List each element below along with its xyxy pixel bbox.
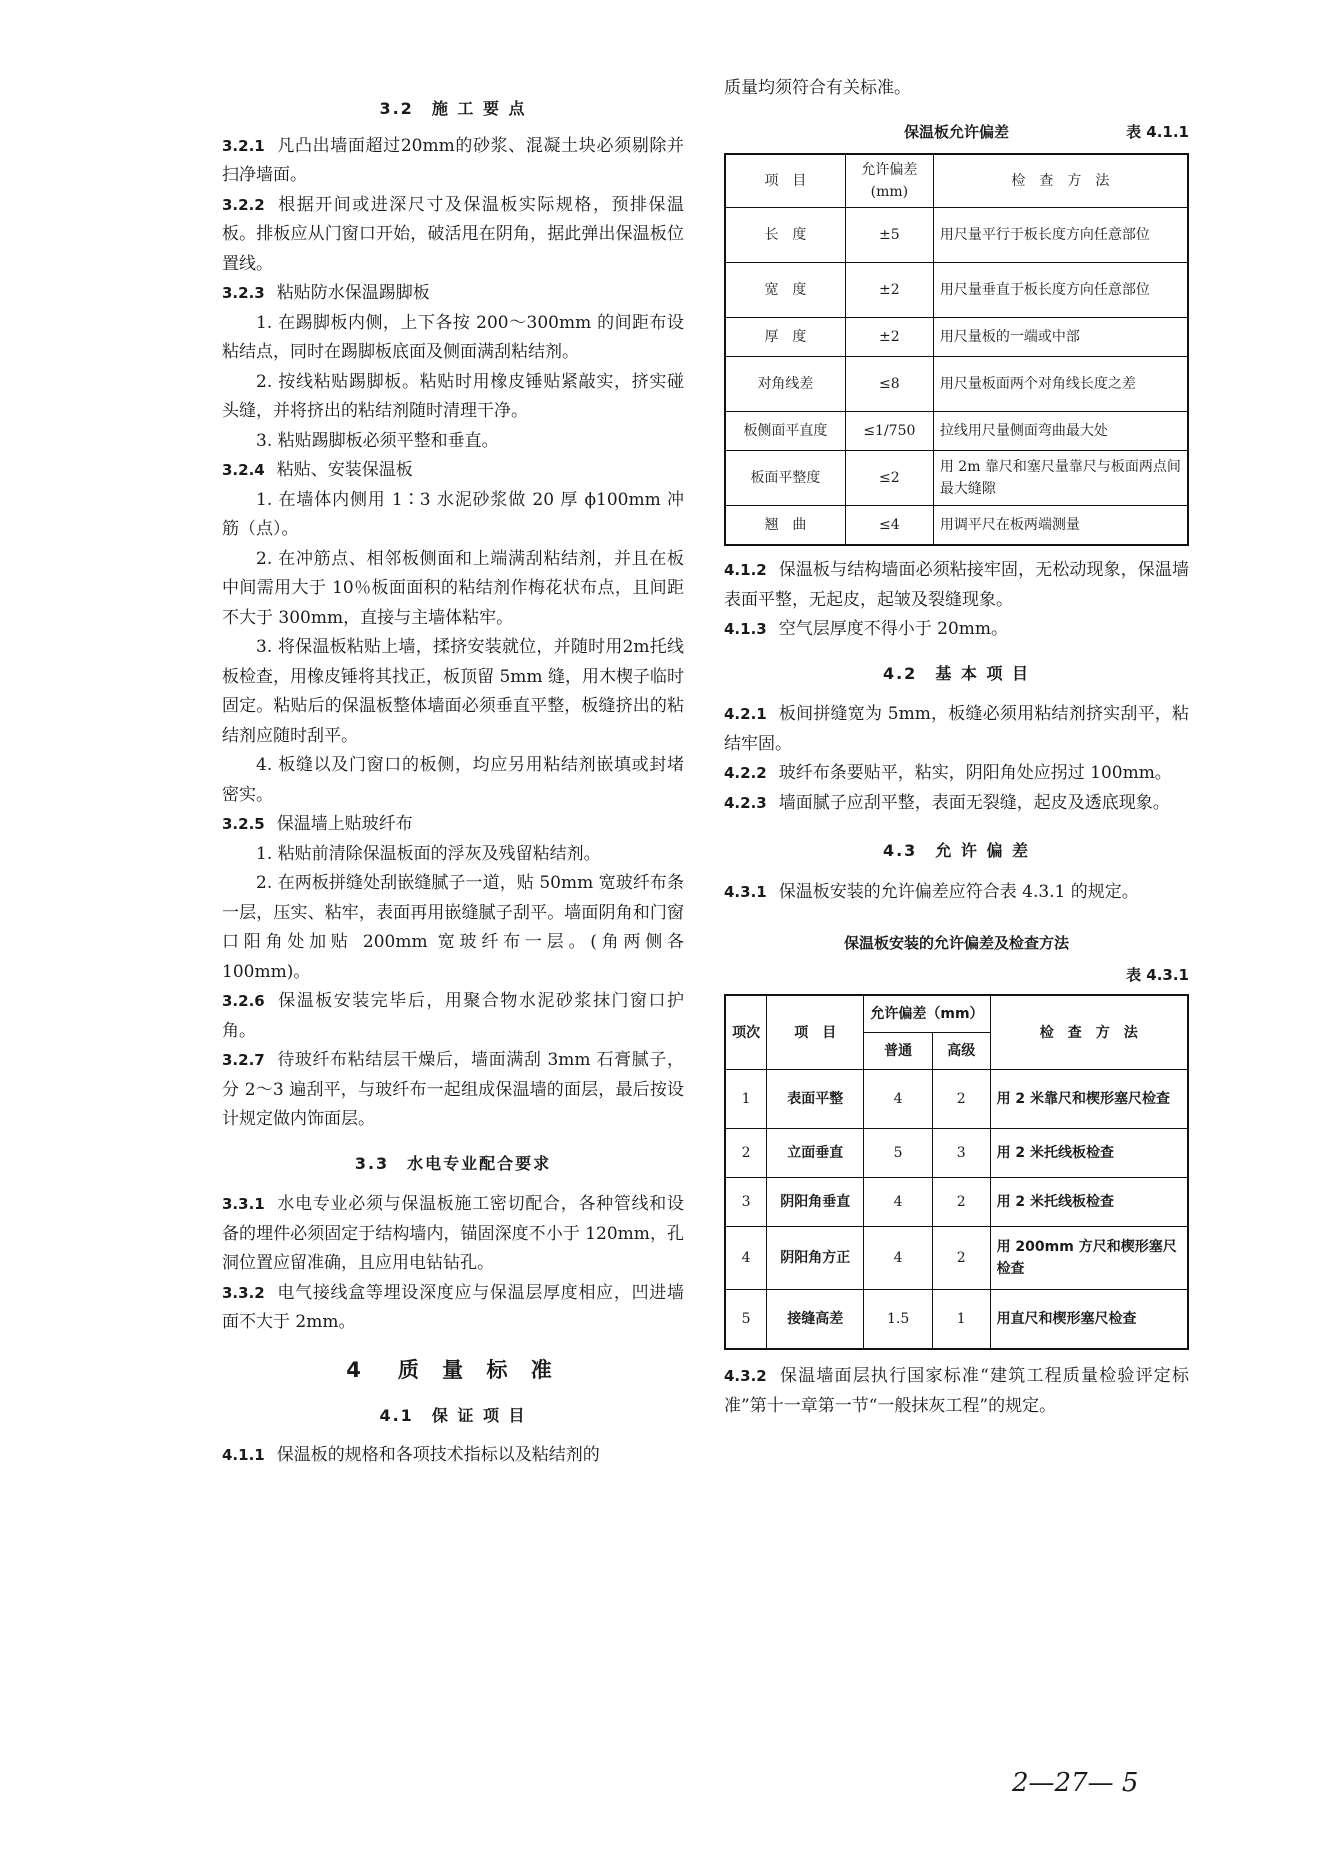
table-cell: 4 (864, 1227, 933, 1290)
table-cell: 用尺量板的一端或中部 (933, 318, 1188, 357)
table-header-row (725, 995, 1188, 1033)
section-title-4-2: 4.2 基 本 项 目 (882, 663, 1031, 683)
clause-3-2-4-item-1: 1. 在墙体内侧用 1∶3 水泥砂浆做 20 厚 ϕ100mm 冲筋（点）。 (222, 489, 684, 539)
clause-4-1-1-continued: 质量均须符合有关标准。 (724, 78, 911, 98)
table-row (725, 412, 1188, 451)
table-header-cell: 项 目 (767, 995, 864, 1070)
table-cell: 板面平整度 (725, 451, 845, 506)
table-4-1-1 (724, 153, 1189, 546)
table-4-3-1 (724, 994, 1189, 1350)
table-row (725, 1129, 1188, 1178)
clause-4-3-1: 4.3.1 保温板安装的允许偏差应符合表 4.3.1 的规定。 (724, 881, 1139, 902)
section-title-3-2: 3.2 施 工 要 点 (379, 99, 527, 118)
clause-3-2-3-item-1: 1. 在踢脚板内侧，上下各按 200～300mm 的间距布设粘结点，同时在踢脚板底面及侧面满刮粘结剂。 (222, 312, 684, 362)
table-cell: 对角线差 (725, 357, 845, 412)
table-cell: 3 (725, 1178, 767, 1227)
table-cell: 2 (725, 1129, 767, 1178)
table-header-cell: 高级 (932, 1033, 990, 1070)
table-header-cell: 普通 (864, 1033, 933, 1070)
table-header-cell: 检 查 方 法 (990, 995, 1188, 1070)
clause-3-2-4-item-3: 3. 将保温板粘贴上墙，揉挤安装就位，并随时用2m托线板检查，用橡皮锤将其找正，板顶留 5mm 缝，用木楔子临时固定。粘贴后的保温板整体墙面必须垂直平整，板缝挤出的粘结剂应随时刮平。 (222, 637, 684, 746)
clause-3-3-2: 3.3.2 电气接线盒等埋设深度应与保温层厚度相应，凹进墙面不大于 2mm。 (222, 1282, 684, 1332)
clause-3-2-4-item-2: 2. 在冲筋点、相邻板侧面和上端满刮粘结剂，并且在板中间需用大于 10％板面面积的粘结剂作梅花状布点，且间距不大于 300mm，直接与主墙体粘牢。 (222, 548, 684, 628)
clause-3-2-3-item-3: 3. 粘贴踢脚板必须平整和垂直。 (256, 430, 499, 451)
table-cell: 用尺量板面两个对角线长度之差 (933, 357, 1188, 412)
table-cell: 5 (864, 1129, 933, 1178)
table-cell: ≤8 (845, 357, 933, 412)
table-cell: 长 度 (725, 208, 845, 263)
table-header-row (725, 154, 1188, 208)
table-cell: 阴阳角方正 (767, 1227, 864, 1290)
clause-3-2-6: 3.2.6 保温板安装完毕后，用聚合物水泥砂浆抹门窗口护角。 (222, 991, 684, 1041)
table-cell: 阴阳角垂直 (767, 1178, 864, 1227)
table-cell: ≤1/750 (845, 412, 933, 451)
clause-4-3-2: 4.3.2 保温墙面层执行国家标准“建筑工程质量检验评定标准”第十一章第一节“一般抹灰工程”的规定。 (724, 1366, 1189, 1416)
table-cell: 接缝高差 (767, 1290, 864, 1350)
table-row (725, 1070, 1188, 1129)
clause-3-2-5-item-1: 1. 粘贴前清除保温板面的浮灰及残留粘结剂。 (256, 843, 601, 864)
table-row (725, 1178, 1188, 1227)
table-cell: 宽 度 (725, 263, 845, 318)
right-column (724, 74, 1189, 1421)
table-row (725, 357, 1188, 412)
table-cell: 用 2 米托线板检查 (990, 1178, 1188, 1227)
table-row (725, 1227, 1188, 1290)
table-row (725, 263, 1188, 318)
clause-3-2-7: 3.2.7 待玻纤布粘结层干燥后，墙面满刮 3mm 石膏腻子，分 2～3 遍刮平，与玻纤布一起组成保温墙的面层，最后按设计规定做内饰面层。 (222, 1050, 684, 1129)
table-cell: 用直尺和楔形塞尺检查 (990, 1290, 1188, 1350)
table-cell: 4 (725, 1227, 767, 1290)
clause-4-2-3: 4.2.3 墙面腻子应刮平整，表面无裂缝，起皮及透底现象。 (724, 792, 1170, 813)
clause-3-2-4: 3.2.4 粘贴、安装保温板 (222, 460, 413, 480)
table-cell: 用尺量垂直于板长度方向任意部位 (933, 263, 1188, 318)
clause-4-2-2: 4.2.2 玻纤布条要贴平，粘实，阴阳角处应拐过 100mm。 (724, 763, 1172, 783)
table-cell: ±2 (845, 263, 933, 318)
clause-3-2-1: 3.2.1 凡凸出墙面超过20mm的砂浆、混凝土块必须剔除并扫净墙面。 (222, 135, 684, 185)
table-cell: 拉线用尺量侧面弯曲最大处 (933, 412, 1188, 451)
clause-3-2-5: 3.2.5 保温墙上贴玻纤布 (222, 814, 413, 834)
table-cell: 2 (932, 1070, 990, 1129)
table-cell: ≤2 (845, 451, 933, 506)
table-cell: 2 (932, 1178, 990, 1227)
clause-3-2-3-item-2: 2. 按线粘贴踢脚板。粘贴时用橡皮锤贴紧敲实，挤实碰头缝，并将挤出的粘结剂随时清理干净。 (222, 371, 684, 421)
table-cell: 3 (932, 1129, 990, 1178)
table-cell: 厚 度 (725, 318, 845, 357)
clause-3-2-2: 3.2.2 根据开间或进深尺寸及保温板实际规格，预排保温板。排板应从门窗口开始，破活甩在阴角，据此弹出保温板位置线。 (222, 194, 684, 274)
table-4-1-1-number: 表 4.1.1 (1126, 122, 1189, 141)
table-cell: 1.5 (864, 1290, 933, 1350)
table-header-cell: 项次 (725, 995, 767, 1070)
table-cell: 板侧面平直度 (725, 412, 845, 451)
table-cell: ±2 (845, 318, 933, 357)
chapter-title-4: 4 质 量 标 准 (346, 1357, 560, 1382)
table-cell: ±5 (845, 208, 933, 263)
clause-4-1-3: 4.1.3 空气层厚度不得小于 20mm。 (724, 619, 1008, 639)
table-cell: 5 (725, 1290, 767, 1350)
table-header-cell: 项 目 (725, 154, 845, 208)
clause-4-2-1: 4.2.1 板间拼缝宽为 5mm，板缝必须用粘结剂挤实刮平，粘结牢固。 (724, 704, 1189, 754)
table-header-cell: 允许偏差（mm） (864, 995, 990, 1033)
section-title-4-3: 4.3 允 许 偏 差 (882, 841, 1031, 860)
table-cell: 用 2 米靠尺和楔形塞尺检查 (990, 1070, 1188, 1129)
clause-4-1-1: 4.1.1 保温板的规格和各项技术指标以及粘结剂的 (222, 1444, 600, 1465)
clause-4-1-2: 4.1.2 保温板与结构墙面必须粘接牢固，无松动现象，保温墙表面平整，无起皮，起皱及裂缝现象。 (724, 560, 1189, 610)
table-cell: 用尺量平行于板长度方向任意部位 (933, 208, 1188, 263)
clause-3-2-4-item-4: 4. 板缝以及门窗口的板侧，均应另用粘结剂嵌填或封堵密实。 (222, 755, 684, 805)
table-cell: 4 (864, 1070, 933, 1129)
table-cell: ≤4 (845, 506, 933, 546)
table-header-cell: 允许偏差 (mm) (845, 154, 933, 208)
table-cell: 1 (932, 1290, 990, 1350)
clause-3-2-5-item-2: 2. 在两板拼缝处刮嵌缝腻子一道，贴 50mm 宽玻纤布条一层，压实、粘牢，表面再用嵌缝腻子刮平。墙面阴角和门窗口阳角处加贴 200mm 宽玻纤布一层。(角两侧各 100mm)。 (222, 873, 684, 982)
table-cell: 表面平整 (767, 1070, 864, 1129)
clause-3-3-1: 3.3.1 水电专业必须与保温板施工密切配合，各种管线和设备的埋件必须固定于结构墙内，锚固深度不小于 120mm，孔洞位置应留准确，且应用电钻钻孔。 (222, 1194, 684, 1273)
table-cell: 立面垂直 (767, 1129, 864, 1178)
table-row (725, 318, 1188, 357)
table-row (725, 451, 1188, 506)
section-title-4-1: 4.1 保 证 项 目 (379, 1406, 527, 1425)
table-4-3-1-caption: 保温板安装的允许偏差及检查方法 (843, 934, 1069, 952)
table-cell: 4 (864, 1178, 933, 1227)
table-cell: 用 2 米托线板检查 (990, 1129, 1188, 1178)
table-4-3-1-number: 表 4.3.1 (1126, 965, 1189, 984)
table-cell: 翘 曲 (725, 506, 845, 546)
table-cell: 2 (932, 1227, 990, 1290)
table-4-1-1-caption: 保温板允许偏差 表 4.1.1 (724, 118, 1189, 148)
table-cell: 用 2m 靠尺和塞尺量靠尺与板面两点间最大缝隙 (933, 451, 1188, 506)
clause-3-2-3: 3.2.3 粘贴防水保温踢脚板 (222, 283, 430, 303)
table-row (725, 208, 1188, 263)
table-header-cell: 检 查 方 法 (933, 154, 1188, 208)
table-cell: 1 (725, 1070, 767, 1129)
table-row (725, 506, 1188, 546)
section-title-3-3: 3.3 水电专业配合要求 (354, 1153, 552, 1173)
table-cell: 用 200mm 方尺和楔形塞尺检查 (990, 1227, 1188, 1290)
page-number: 2—27— 5 (1012, 1768, 1139, 1798)
left-column (222, 88, 684, 1470)
table-row (725, 1290, 1188, 1350)
table-cell: 用调平尺在板两端测量 (933, 506, 1188, 546)
